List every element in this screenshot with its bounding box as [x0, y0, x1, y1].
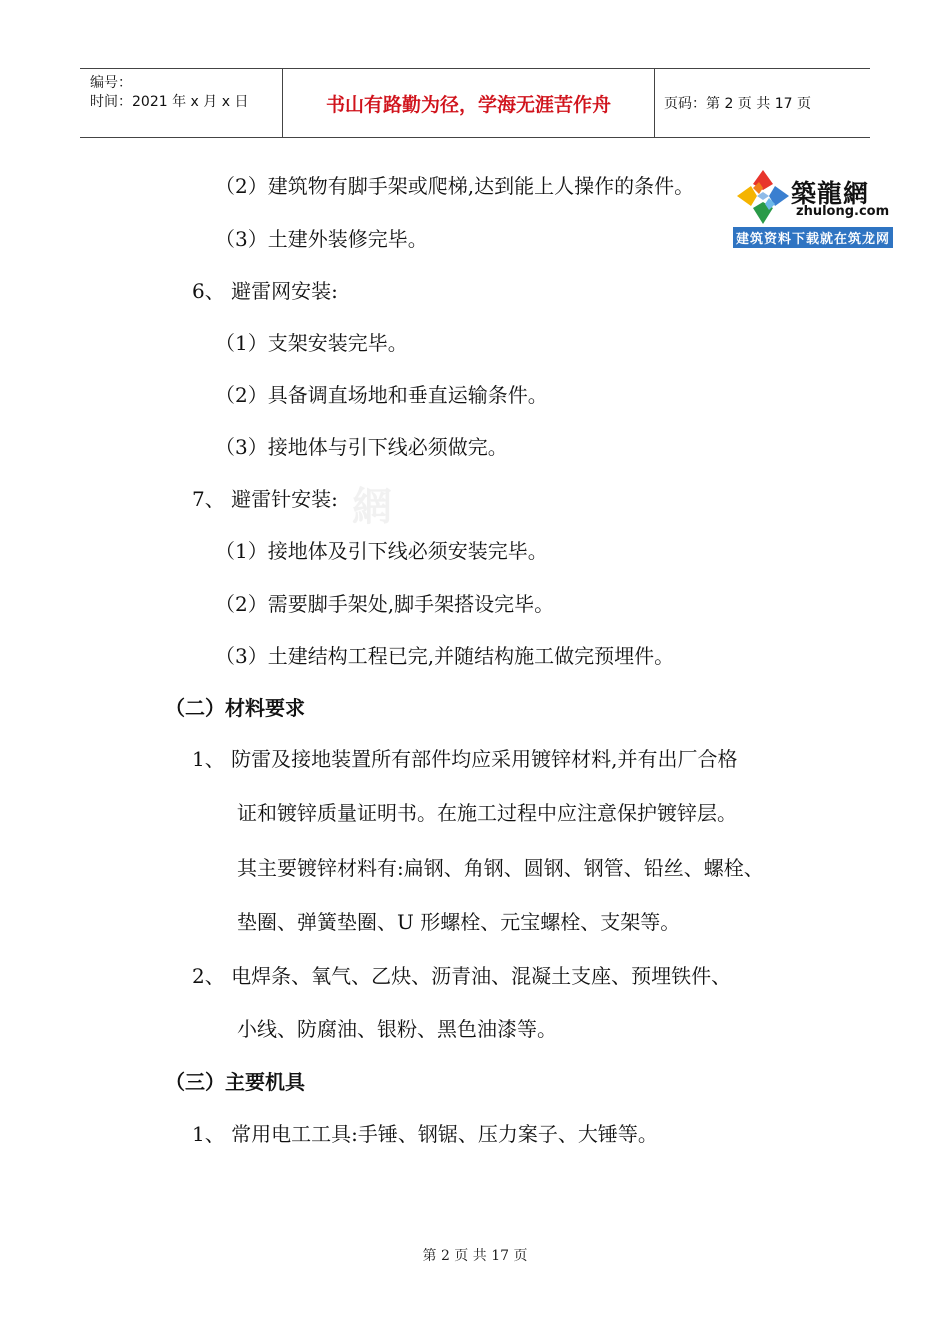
logo-brand: 築龍網: [791, 179, 870, 208]
date-label: 时间：2021 年 x 月 x 日: [90, 94, 249, 110]
text-line: 1、 常用电工工具:手锤、钢锯、压力案子、大锤等。: [192, 1122, 658, 1146]
header-table: [80, 68, 870, 138]
text-line: （1）接地体及引下线必须安装完毕。: [215, 539, 548, 563]
text-line: （1）支架安装完毕。: [215, 331, 408, 355]
logo-site: zhulong.com: [796, 204, 890, 219]
zhulong-logo: [733, 166, 893, 248]
section-item: 6、 避雷网安装:: [192, 279, 338, 303]
logo-tagline: 建筑资料下载就在筑龙网: [733, 227, 893, 248]
section-heading: （三）主要机具: [165, 1070, 305, 1094]
text-line: 其主要镀锌材料有:扁钢、角钢、圆钢、钢管、铅丝、螺栓、: [237, 856, 764, 880]
text-line: （3）接地体与引下线必须做完。: [215, 435, 508, 459]
header-page-label: 页码：第 2 页 共 17 页: [664, 96, 811, 112]
watermark: 網: [352, 483, 392, 530]
header-left-cell: [80, 69, 283, 137]
text-line: （2）需要脚手架处,脚手架搭设完毕。: [215, 592, 555, 616]
text-line: （2）具备调直场地和垂直运输条件。: [215, 383, 548, 407]
header-motto: 书山有路勤为径，学海无涯苦作舟: [283, 69, 655, 137]
text-line: 1、 防雷及接地装置所有部件均应采用镀锌材料,并有出厂合格: [192, 747, 738, 771]
text-line: （3）土建结构工程已完,并随结构施工做完预埋件。: [215, 644, 675, 668]
logo-diamond-icon: [735, 168, 791, 226]
text-line: 垫圈、弹簧垫圈、U 形螺栓、元宝螺栓、支架等。: [237, 910, 681, 934]
text-line: 证和镀锌质量证明书。在施工过程中应注意保护镀锌层。: [237, 801, 737, 825]
number-label: 编号：: [90, 75, 132, 91]
text-line: 2、 电焊条、氧气、乙炔、沥青油、混凝土支座、预埋铁件、: [192, 964, 732, 988]
section-item: 7、 避雷针安装:: [192, 487, 338, 511]
section-heading: （二）材料要求: [165, 696, 305, 720]
text-line: （2）建筑物有脚手架或爬梯,达到能上人操作的条件。: [215, 174, 695, 198]
text-line: 小线、防腐油、银粉、黑色油漆等。: [237, 1017, 557, 1041]
page-footer: 第 2 页 共 17 页: [422, 1248, 528, 1264]
text-line: （3）土建外装修完毕。: [215, 227, 428, 251]
